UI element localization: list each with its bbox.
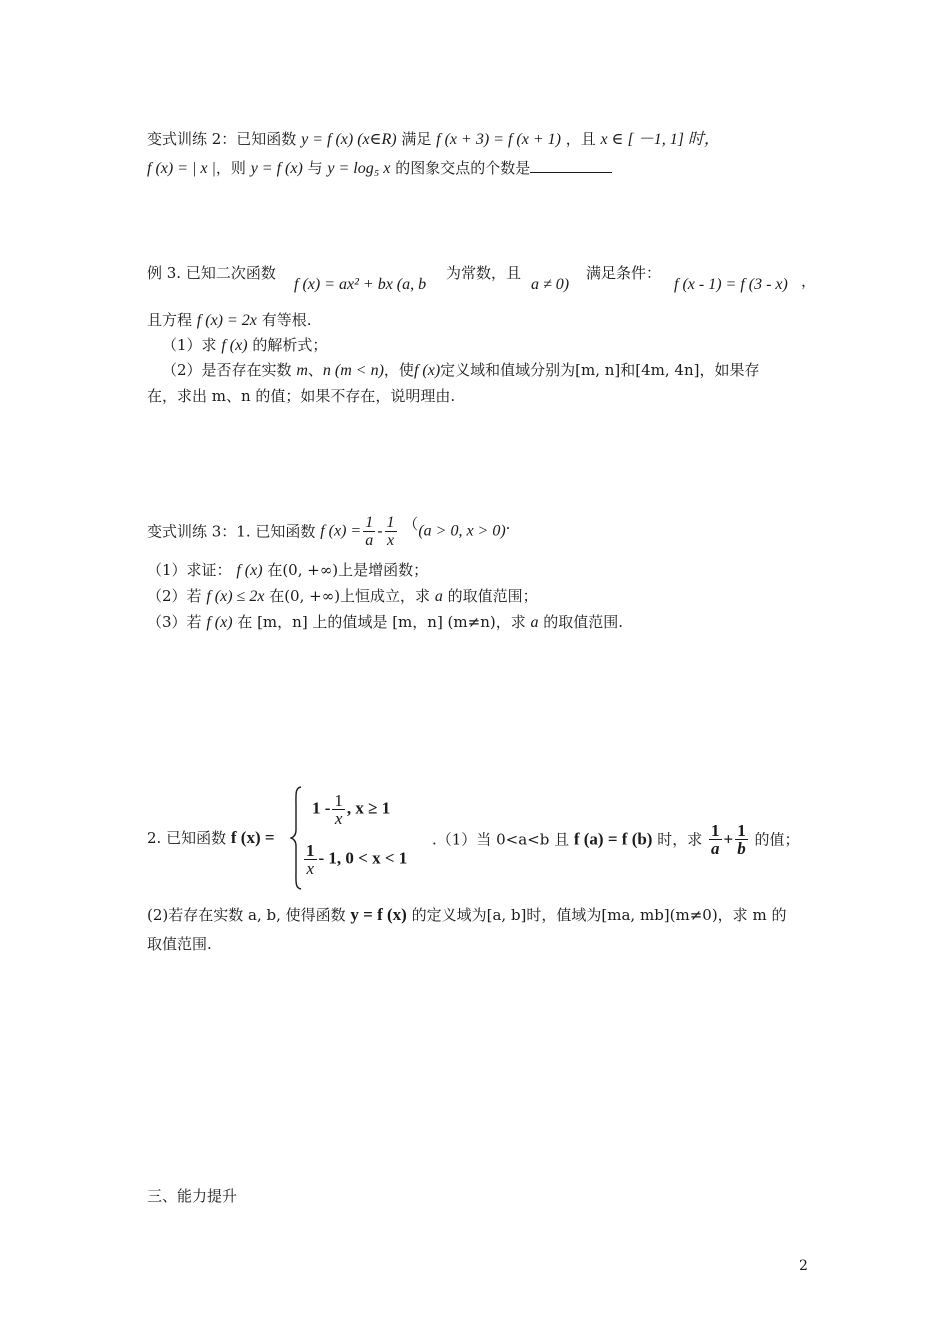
variant3-head: 变式训练 3：1. 已知函数 f (x) = $\frac{1}{a}$ - $\frac{1}{x}$ （(a > 0, x > 0). xyxy=(147,514,511,549)
fraction: $\frac{1}{x}$ xyxy=(334,791,343,828)
variant2-line2: f (x) = | x |，则 y = f (x) 与 y = log₅ x 的图象交点的个数是 xyxy=(147,158,612,179)
example3-line2: 且方程 f (x) = 2x 有等根. xyxy=(147,311,312,329)
left-brace xyxy=(290,786,302,890)
problem2-q2-line2: 取值范围. xyxy=(147,935,212,953)
example3-q1: （1）求 f (x) 的解析式； xyxy=(162,336,328,354)
variant3-q1: （1）求证： f (x) 在(0, +∞)上是增函数； xyxy=(147,561,429,579)
piecewise-case-2: $\frac{1}{x}$ - 1, 0 < x < 1 xyxy=(306,841,408,878)
page-number: 2 xyxy=(799,1258,808,1274)
fraction: $\frac{1}{x}$ xyxy=(386,514,395,549)
answer-blank xyxy=(530,158,612,173)
variant3-q3: （3）若 f (x) 在 [m，n] 上的值域是 [m，n] (m≠n)，求 a 的取值范围. xyxy=(147,613,624,631)
fraction: $\frac{1}{a}$ xyxy=(365,514,374,549)
fraction: $\frac{1}{b}$ xyxy=(737,821,746,858)
problem2-q1: .（1）当 0<a<b 且 f (a) = f (b) 时，求 $\frac{1}{a}$ + $\frac{1}{b}$ 的值； xyxy=(432,821,800,858)
variant2-line1: 变式训练 2：已知函数 y = f (x) (x∈R) 满足 f (x + 3) = f (x + 1) ，且 x ∈ [ －1, 1] 时， xyxy=(147,130,720,148)
example3-q2-line2: 在，求出 m、n 的值；如果不存在，说明理由. xyxy=(147,387,456,405)
variant3-q2: （2）若 f (x) ≤ 2x 在(0, +∞)上恒成立，求 a 的取值范围； xyxy=(147,587,538,605)
problem2-head: 2. 已知函数 f (x) = xyxy=(147,828,275,847)
fraction: $\frac{1}{x}$ xyxy=(306,841,315,878)
piecewise-case-1: 1 - $\frac{1}{x}$ , x ≥ 1 xyxy=(312,791,391,828)
example3-q2: （2）是否存在实数 m、n (m < n)，使f (x)定义域和值域分别为[m, n]和[4m, 4n]，如果存 xyxy=(162,361,760,379)
piecewise-system xyxy=(290,786,430,890)
section-heading: 三、能力提升 xyxy=(147,1187,238,1205)
example3-line1: 例 3. 已知二次函数 f (x) = ax² + bx (a, b 为常数，且 a ≠ 0) 满足条件： f (x - 1) = f (3 - x) ， xyxy=(147,264,817,293)
fraction: $\frac{1}{a}$ xyxy=(711,821,720,858)
problem2-q2: (2)若存在实数 a, b, 使得函数 y = f (x) 的定义域为[a, b]时，值域为[ma, mb](m≠0)，求 m 的 xyxy=(147,905,787,924)
